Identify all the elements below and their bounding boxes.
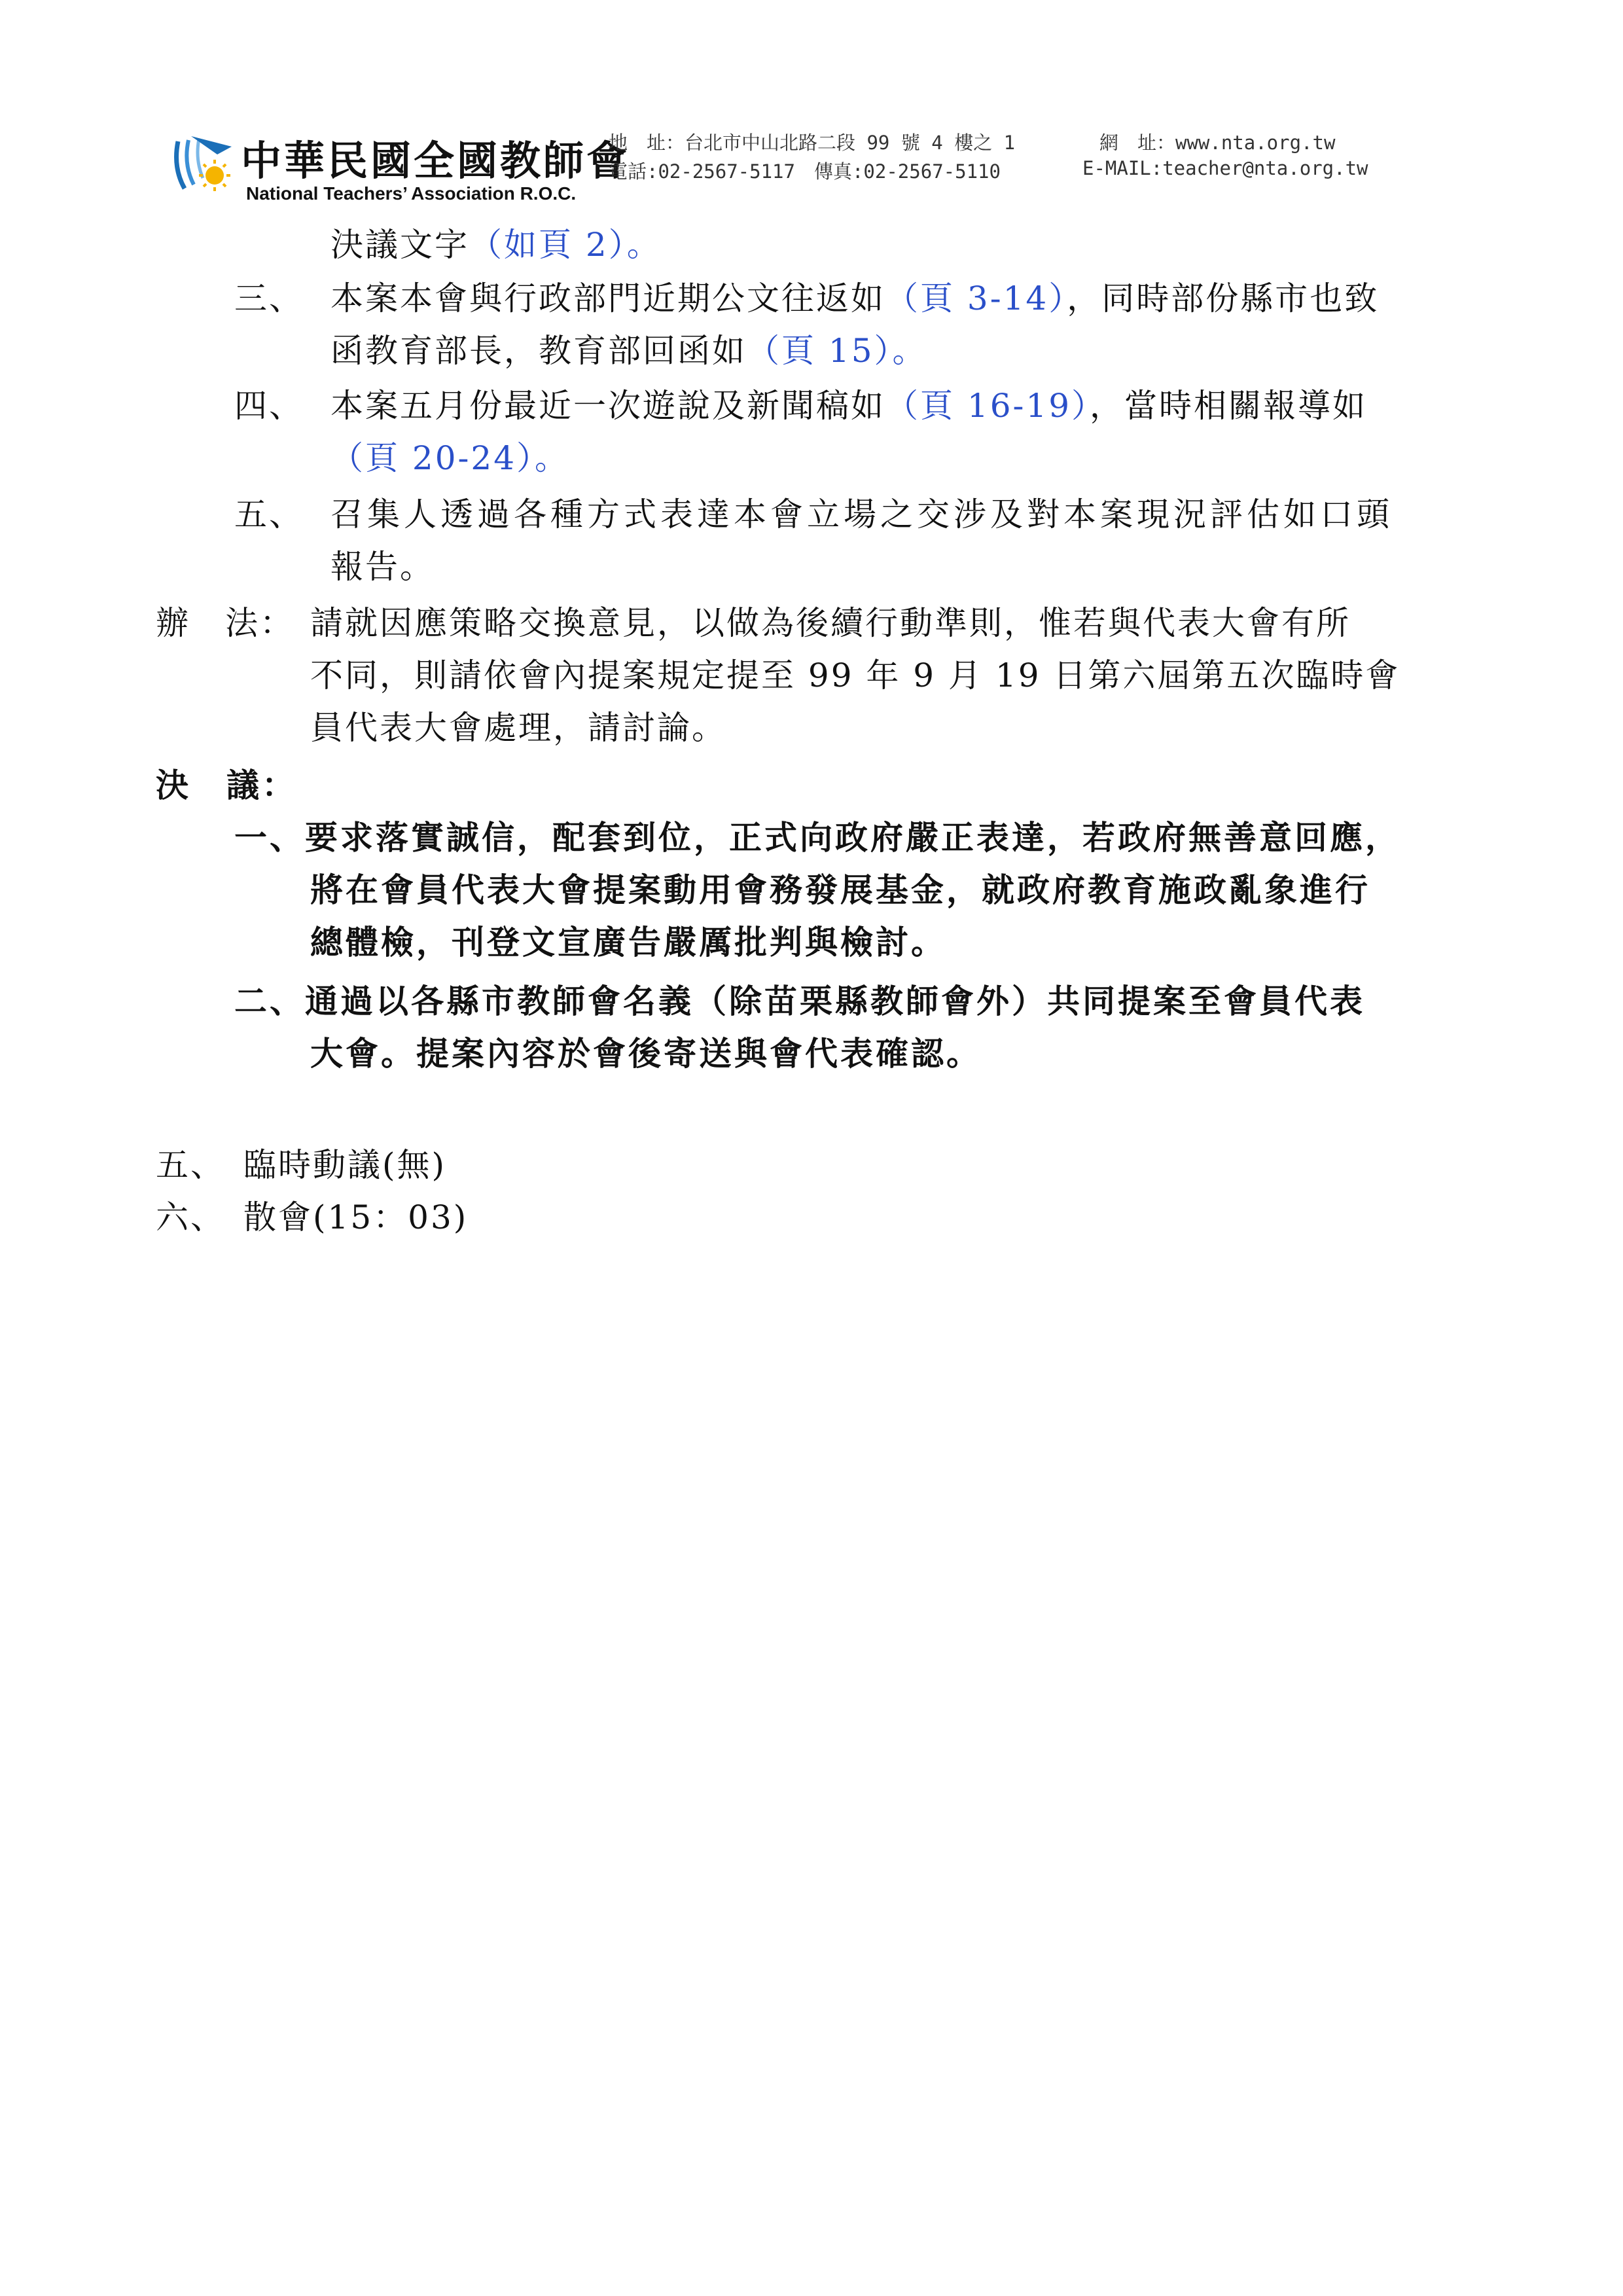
text: 決議文字 [330, 226, 469, 264]
resolution-1-line-1: 一、要求落實誠信，配套到位，正式向政府嚴正表達，若政府無善意回應， [234, 819, 1400, 857]
item-4-line-1 [330, 387, 1367, 424]
item-5-line-2: 報告。 [330, 548, 435, 586]
resolution-1-line-2: 將在會員代表大會提案動用會務發展基金，就政府教育施政亂象進行 [310, 871, 1370, 909]
logo-text-chinese: 中華民國全國教師會 [241, 137, 630, 185]
item-3-line-2 [330, 332, 927, 369]
item-4-marker: 四、 [234, 387, 304, 425]
item-3-marker: 三、 [234, 279, 304, 317]
continued-line [330, 226, 662, 263]
method-label: 辦 法： [156, 604, 294, 642]
header-phone-fax: 電話:02-2567-5117 傳真:02-2567-5110 [609, 160, 1001, 183]
header-email: E-MAIL:teacher@nta.org.tw [1082, 157, 1368, 179]
item-5-line-1: 召集人透過各種方式表達本會立場之交涉及對本案現況評估如口頭 [330, 495, 1393, 533]
item-5-marker: 五、 [234, 495, 304, 533]
text: ，同時部份縣市也致 [1067, 279, 1380, 317]
item-3-line-1 [330, 280, 1379, 317]
resolution-1-line-3: 總體檢，刊登文宣廣告嚴厲批判與檢討。 [310, 924, 946, 961]
text: 函教育部長，教育部回函如 [330, 332, 747, 370]
association-logo-icon [171, 128, 237, 200]
method-line-1: 請就因應策略交換意見，以做為後續行動準則，惟若與代表大會有所 [310, 604, 1351, 642]
item-4-line-2: （頁 20-24）。 [330, 439, 570, 477]
resolution-2-line-2: 大會。提案內容於會後寄送與會代表確認。 [310, 1035, 982, 1073]
page-reference: （頁 3-14） [885, 279, 1067, 317]
page-reference: （如頁 2）。 [469, 226, 662, 264]
page-reference: （頁 16-19） [885, 387, 1090, 425]
section-5-extempore-motion: 五、 臨時動議(無) [156, 1146, 447, 1184]
method-line-3: 員代表大會處理，請討論。 [310, 709, 726, 747]
method-line-2: 不同，則請依會內提案規定提至 99 年 9 月 19 日第六屆第五次臨時會 [310, 656, 1400, 694]
header-address: 地 址：台北市中山北路二段 99 號 4 樓之 1 [609, 132, 1016, 154]
header-website: 網 址：www.nta.org.tw [1099, 132, 1336, 154]
text: ，當時相關報導如 [1090, 387, 1368, 425]
section-6-adjournment: 六、 散會(15：03) [156, 1198, 469, 1236]
resolution-label: 決 議： [156, 766, 297, 804]
logo-text-english: National Teachers’ Association R.O.C. [246, 183, 577, 204]
text: 本案五月份最近一次遊說及新聞稿如 [330, 387, 885, 425]
resolution-2-line-1: 二、通過以各縣市教師會名義（除苗栗縣教師會外）共同提案至會員代表 [234, 982, 1365, 1020]
text: 本案本會與行政部門近期公文往返如 [330, 279, 885, 317]
page-reference: （頁 15）。 [747, 332, 927, 370]
